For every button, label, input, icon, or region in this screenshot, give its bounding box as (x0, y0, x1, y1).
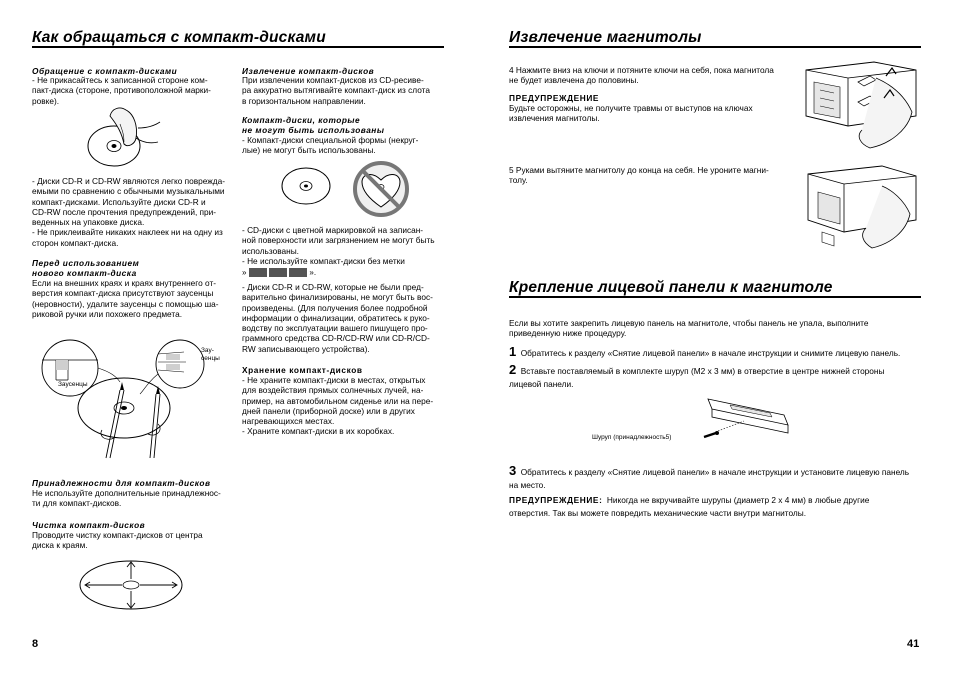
left-page-number: 8 (32, 638, 39, 650)
step3 (509, 462, 909, 490)
left-title-rule (32, 46, 444, 48)
handling-text: - Не прикасайтесь к записанной стороне ком- пакт-диска (стороне, противоположной марки- ровке). (32, 75, 211, 106)
radio-pull-out-illustration (800, 162, 922, 252)
screw-label: Шуруп (принадлежность5) (592, 434, 672, 441)
burr-removal-illustration (36, 330, 226, 470)
warning-2-line2: отверстия. Так вы можете повредить механические части внутри магнитолы. (509, 508, 807, 518)
compact-disc-recordable-logo-icon (269, 268, 287, 277)
handling-heading: Обращение с компакт-дисками (32, 66, 178, 76)
burr-label: Заусенцы (58, 381, 88, 388)
right-page-number: 41 (907, 638, 920, 650)
hand-holding-disc-illustration (80, 104, 170, 174)
right-title-rule (509, 46, 921, 48)
removing-heading: Извлечение компакт-дисков (242, 66, 375, 76)
step2-text-line2: лицевой панели. (509, 379, 574, 389)
left-page-title: Как обращаться с компакт-дисками (32, 29, 326, 46)
finalization-text: - Диски CD-R и CD-RW, которые не были пред- варительно финализированы, не могут быть вос- произведены. (Для получения более подробной информации о финализации, обратитесь к руко- водству по эксплуатации вашего пишущего про- граммного средства CD-R/CD-RW или CD-R/CD- RW записывающего устройства). (242, 282, 433, 354)
unusable-heading: Компакт-диски, которые не могут быть использованы (242, 115, 385, 135)
cleaning-heading: Чистка компакт-дисков (32, 520, 146, 530)
right-page-title-2: Крепление лицевой панели к магнитоле (509, 279, 833, 296)
warning-2-heading: ПРЕДУПРЕЖДЕНИЕ: (509, 495, 603, 505)
before-use-text: Если на внешних краях и краях внутреннего от- верстия компакт-диска присутствуют заусенцы (неровности), удалите заусенцы с помощью ша- риковой ручки или похожего предмета. (32, 278, 219, 319)
right-title-2-rule (509, 296, 921, 298)
faceplate-screw-illustration (700, 393, 792, 445)
cleaning-disc-illustration (78, 557, 188, 615)
storage-heading: Хранение компакт-дисков (242, 365, 363, 375)
step3-text-line1: Обратитесь к разделу «Снятие лицевой панели» в начале инструкции и установите лицевую панель (520, 467, 910, 477)
warning-2-line1: Никогда не вкручивайте шурупы (диаметр 2 x 4 мм) в любые другие (606, 495, 870, 505)
unusable-text: - Компакт-диски специальной формы (некруг- лые) не могут быть использованы. (242, 135, 419, 156)
accessories-heading: Принадлежности для компакт-дисков (32, 478, 211, 488)
step3-number: 3 (509, 463, 517, 478)
step2-number: 2 (509, 362, 517, 377)
step5-text: 5 Руками вытяните магнитолу до конца на себя. Не уроните магни- толу. (509, 165, 769, 186)
step1-text: Обратитесь к разделу «Снятие лицевой панели» в начале инструкции и снимите лицевую панель. (520, 348, 901, 358)
removing-text: При извлечении компакт-дисков из CD-ресиве- ра аккуратно вытягивайте компакт-диск из слота в горизонтальном направлении. (242, 75, 430, 106)
round-disc-illustration (280, 162, 340, 210)
cdrw-text: - Диски CD-R и CD-RW являются легко поврежда- емыми по сравнению с обычными музыкальными компакт-дисками. Используйте диски CD-R и CD-RW после прочтения предупреждений, при- веденных на упаковке диска. - Не приклеивайте никаких наклеек ни на одну из сторон компакт-диска. (32, 176, 226, 248)
disc-logos: » ». (242, 268, 317, 277)
before-use-heading: Перед использованием нового компакт-диска (32, 258, 140, 278)
warning-heading: ПРЕДУПРЕЖДЕНИЕ (509, 93, 600, 103)
warning-text: Будьте осторожны, не получите травмы от выступов на ключах извлечения магнитолы. (509, 103, 753, 124)
step2 (509, 361, 884, 389)
radio-removal-keys-illustration (800, 60, 922, 155)
intro-text: Если вы хотите закрепить лицевую панель на магнитоле, чтобы панель не упала, выполните приведенную ниже процедуру. (509, 318, 869, 339)
right-page-title: Извлечение магнитолы (509, 29, 702, 46)
burr-label-right: Зау- сенцы (201, 347, 220, 362)
cleaning-text: Проводите чистку компакт-дисков от центра диска к краям. (32, 530, 203, 551)
storage-text: - Не храните компакт-диски в местах, открытых для воздействия прямых солнечных лучей, на- пример, на автомобильном сиденье или на пере- дней панели (приборной доске) или в других нагревающихся местах. - Храните компакт-диски в их коробках. (242, 375, 434, 437)
warning-2 (509, 490, 869, 518)
color-marking-text: - CD-диски с цветной маркировкой на записан- ной поверхности или загрязнением не могут быть использованы. - Не используйте компакт-диски без метки (242, 225, 435, 266)
step2-text-line1: Вставьте поставляемый в комплекте шуруп (M2 x 3 мм) в отверстие в центре нижней стороны (520, 366, 885, 376)
heart-disc-prohibited-illustration (350, 160, 412, 218)
compact-disc-rewritable-logo-icon (289, 268, 307, 277)
accessories-text: Не используйте дополнительные принадлежнос- ти для компакт-дисков. (32, 488, 221, 509)
step1 (509, 343, 900, 361)
step3-text-line2: на место. (509, 480, 546, 490)
compact-disc-logo-icon (249, 268, 267, 277)
step4-text: 4 Нажмите вниз на ключи и потяните ключи на себя, пока магнитола не будет извлечена до половины. (509, 65, 774, 86)
step1-number: 1 (509, 344, 517, 359)
